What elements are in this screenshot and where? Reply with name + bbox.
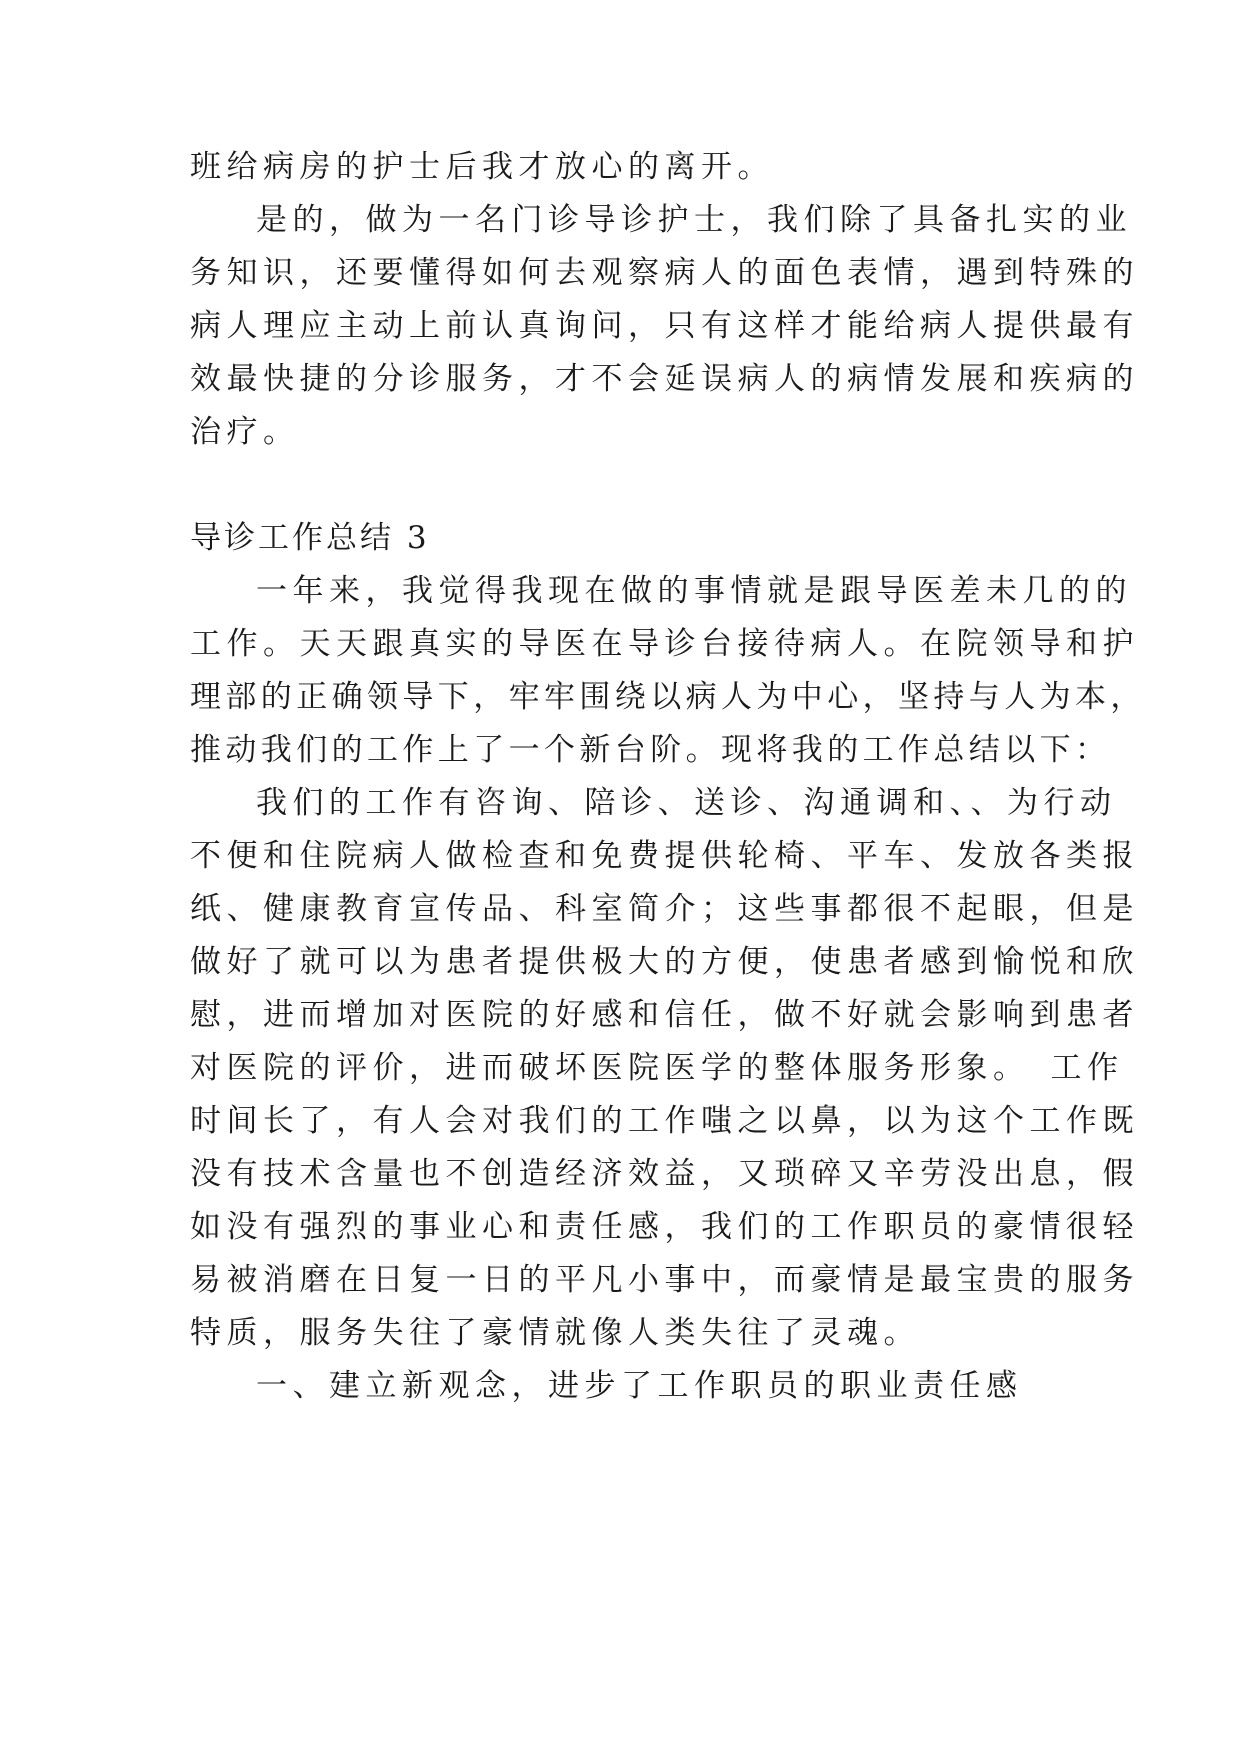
paragraph-line: 效最快捷的分诊服务，才不会延误病人的病情发展和疾病的: [190, 361, 1139, 397]
paragraph-line: 病人理应主动上前认真询问，只有这样才能给病人提供最有: [190, 308, 1139, 344]
paragraph-line: 务知识，还要懂得如何去观察病人的面色表情，遇到特殊的: [190, 255, 1139, 291]
paragraph-line: 一年来，我觉得我现在做的事情就是跟导医差未几的的: [256, 573, 1132, 609]
section-heading: 导诊工作总结 3: [190, 520, 430, 556]
paragraph-line: 慰，进而增加对医院的好感和信任，做不好就会影响到患者: [190, 997, 1139, 1033]
paragraph-line: 一、建立新观念，进步了工作职员的职业责任感: [256, 1368, 1023, 1404]
paragraph-line: 理部的正确领导下，牢牢围绕以病人为中心，坚持与人为本，: [190, 679, 1146, 715]
paragraph-line: 治疗。: [190, 414, 300, 450]
paragraph-line: 时间长了，有人会对我们的工作嗤之以鼻，以为这个工作既: [190, 1103, 1139, 1139]
paragraph-line: 是的，做为一名门诊导诊护士，我们除了具备扎实的业: [256, 202, 1132, 238]
paragraph-line: 特质，服务失往了豪情就像人类失往了灵魂。: [190, 1315, 920, 1351]
paragraph-line: 不便和住院病人做检查和免费提供轮椅、平车、发放各类报: [190, 838, 1139, 874]
paragraph-line: 推动我们的工作上了一个新台阶。现将我的工作总结以下：: [190, 732, 1111, 768]
paragraph-line: 如没有强烈的事业心和责任感，我们的工作职员的豪情很轻: [190, 1209, 1139, 1245]
paragraph-line: 对医院的评价，进而破坏医院医学的整体服务形象。 工作: [190, 1050, 1124, 1086]
paragraph-line: 没有技术含量也不创造经济效益，又琐碎又辛劳没出息，假: [190, 1156, 1139, 1192]
paragraph-line: 工作。天天跟真实的导医在导诊台接待病人。在院领导和护: [190, 626, 1139, 662]
paragraph-line: 纸、健康教育宣传品、科室简介；这些事都很不起眼，但是: [190, 891, 1139, 927]
paragraph-line: 易被消磨在日复一日的平凡小事中，而豪情是最宝贵的服务: [190, 1262, 1139, 1298]
paragraph-line: 班给病房的护士后我才放心的离开。: [190, 149, 774, 185]
paragraph-line: 做好了就可以为患者提供极大的方便，使患者感到愉悦和欣: [190, 944, 1139, 980]
paragraph-line: 我们的工作有咨询、陪诊、送诊、沟通调和、、为行动: [256, 785, 1117, 821]
